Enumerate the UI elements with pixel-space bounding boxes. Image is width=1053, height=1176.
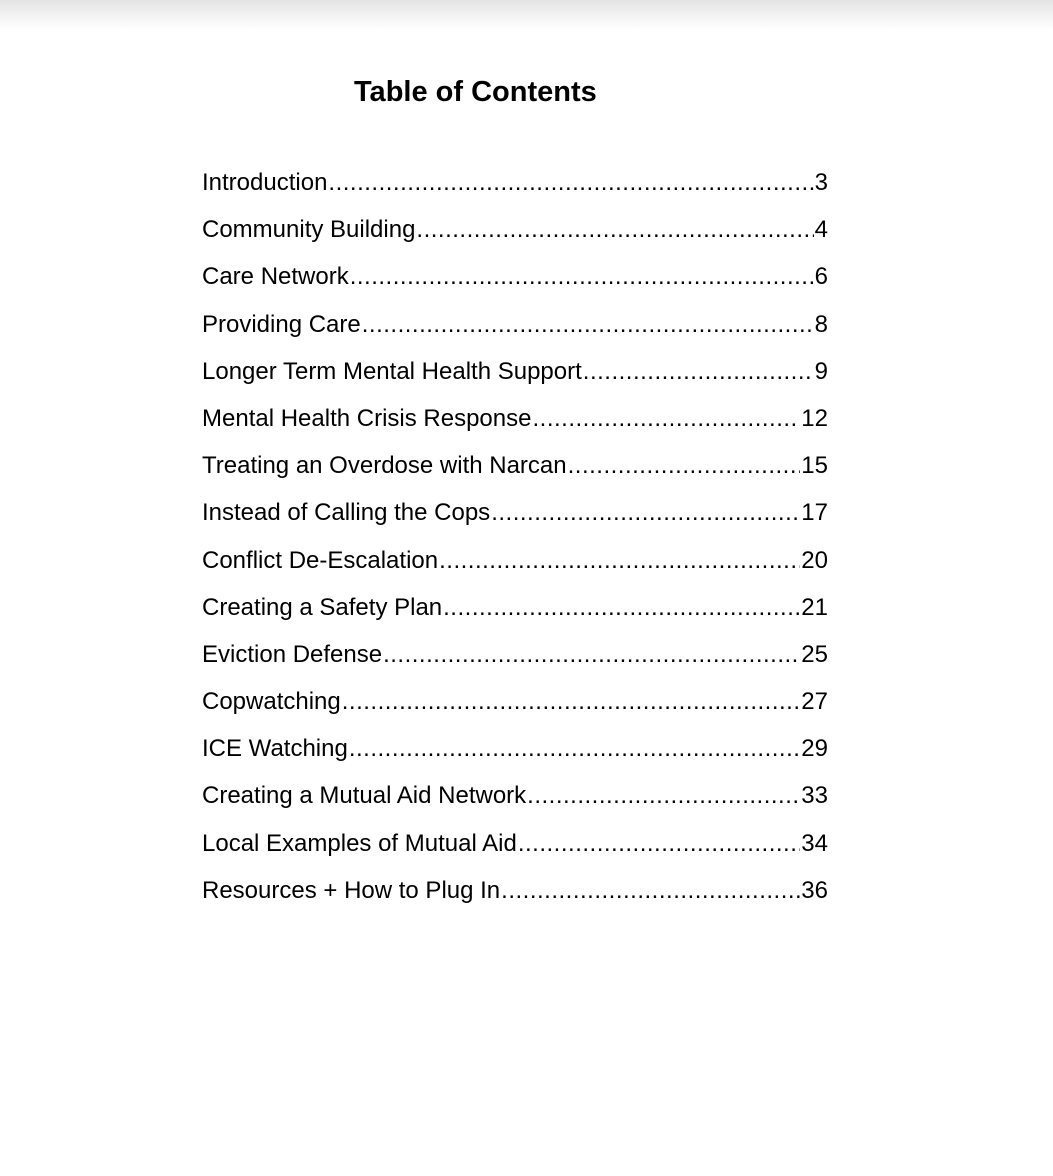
toc-entry-page: 12 [801,404,828,432]
toc-entry-page: 4 [814,216,828,244]
toc-entry-label: Longer Term Mental Health Support [202,357,582,385]
toc-entry-label: Eviction Defense [202,640,383,668]
table-of-contents [202,167,828,922]
toc-entry-label: Conflict De-Escalation [202,546,439,574]
toc-entry-label: Creating a Mutual Aid Network [202,782,527,810]
toc-leader-dots [349,733,800,765]
toc-entry-label: Introduction [202,169,328,196]
toc-entry [202,545,828,592]
toc-entry-page: 15 [801,452,828,480]
toc-entry-page: 33 [801,782,828,810]
toc-leader-dots [491,497,800,529]
toc-leader-dots [342,686,801,718]
toc-entry-page: 17 [801,499,828,527]
toc-entry-label: ICE Watching [202,735,348,763]
toc-entry [202,733,828,780]
toc-entry [202,214,828,261]
toc-leader-dots [532,403,800,435]
toc-entry [202,875,828,922]
toc-entry [202,450,828,497]
toc-leader-dots [439,545,800,577]
toc-entry-page: 36 [801,876,828,904]
toc-entry-page: 6 [814,263,828,291]
toc-entry-label: Care Network [202,263,349,291]
toc-entry-label: Treating an Overdose with Narcan [202,452,567,480]
page-title: Table of Contents [354,76,597,108]
toc-entry-page: 9 [814,357,828,385]
toc-entry-page: 20 [801,546,828,574]
toc-entry [202,356,828,403]
toc-entry [202,167,828,214]
toc-entry [202,828,828,875]
toc-entry-page: 21 [801,593,828,621]
toc-entry-page: 34 [801,829,828,857]
toc-entry [202,309,828,356]
toc-entry-page: 29 [801,735,828,763]
toc-entry [202,639,828,686]
toc-entry-page: 27 [801,688,828,716]
toc-leader-dots [328,167,813,199]
toc-leader-dots [501,875,800,907]
toc-entry-page: 25 [801,640,828,668]
toc-entry [202,592,828,639]
toc-entry [202,261,828,308]
toc-leader-dots [583,356,814,388]
toc-entry-label: Creating a Safety Plan [202,593,443,621]
toc-leader-dots [568,450,801,482]
toc-leader-dots [350,261,814,293]
toc-leader-dots [518,828,800,860]
toc-entry-label: Providing Care [202,310,361,338]
toc-entry [202,780,828,827]
toc-leader-dots [383,639,800,671]
toc-leader-dots [416,214,813,246]
toc-entry [202,497,828,544]
toc-leader-dots [443,592,800,624]
toc-leader-dots [362,309,814,341]
toc-entry [202,403,828,450]
toc-entry-label: Local Examples of Mutual Aid [202,829,517,857]
toc-entry-label: Copwatching [202,688,341,716]
toc-entry-page: 8 [814,310,828,338]
toc-entry-label: Community Building [202,216,416,244]
toc-entry [202,686,828,733]
toc-leader-dots [527,780,800,812]
toc-entry-label: Instead of Calling the Cops [202,499,491,527]
toc-entry-label: Mental Health Crisis Response [202,404,532,432]
toc-entry-page: 3 [814,169,828,196]
toc-entry-label: Resources + How to Plug In [202,876,501,904]
